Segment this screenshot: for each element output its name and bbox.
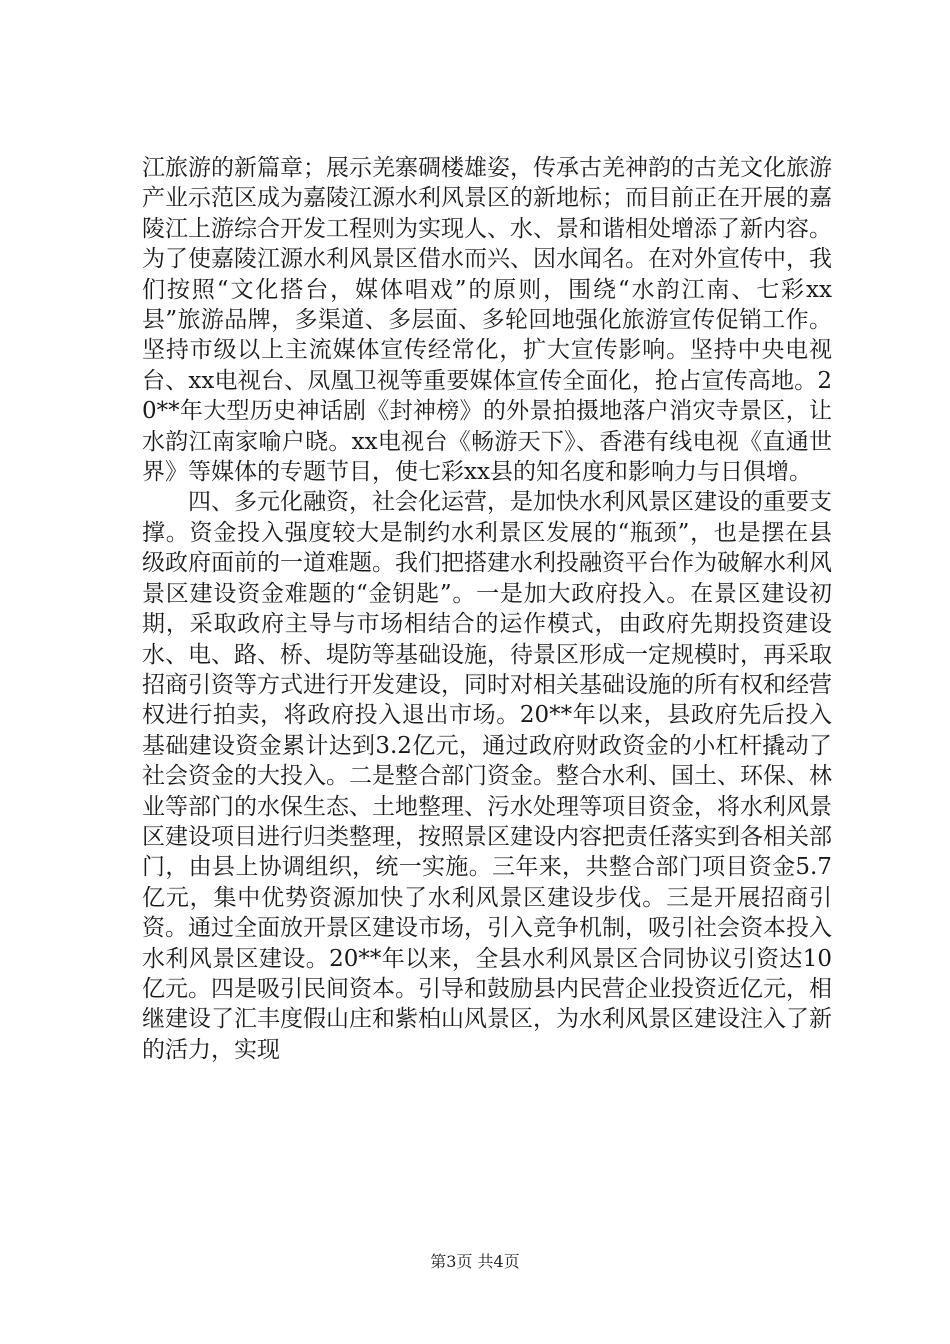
paragraph-2: 四、多元化融资，社会化运营，是加快水利风景区建设的重要支撑。资金投入强度较大是制约水利景区发展的“瓶颈”，也是摆在县级政府面前的一道难题。我们把搭建水利投融资平台作为破解水利风景区建设资金难题的“金钥匙”。一是加大政府投入。在景区建设初期，采取政府主导与市场相结合的运作模式，由政府先期投资建设水、电、路、桥、堤防等基础设施，待景区形成一定规模时，再采取招商引资等方式进行开发建设，同时对相关基础设施的所有权和经营权进行拍卖，将政府投入退出市场。20**年以来，县政府先后投入基础建设资金累计达到3.2亿元，通过政府财政资金的小杠杆撬动了社会资金的大投入。二是整合部门资金。整合水利、国土、环保、林业等部门的水保生态、土地整理、污水处理等项目资金，将水利风景区建设项目进行归类整理，按照景区建设内容把责任落实到各相关部门，由县上协调组织，统一实施。三年来，共整合部门项目资金5.7亿元，集中优势资源加快了水利风景区建设步伐。三是开展招商引资。通过全面放开景区建设市场，引入竞争机制，吸引社会资本投入水利风景区建设。20**年以来，全县水利风景区合同协议引资达10亿元。四是吸引民间资本。引导和鼓励县内民营企业投资近亿元，相继建设了汇丰度假山庄和紫柏山风景区，为水利风景区建设注入了新的活力，实现: [142, 489, 832, 1063]
paragraph-1: 江旅游的新篇章；展示羌寨碉楼雄姿，传承古羌神韵的古羌文化旅游产业示范区成为嘉陵江源水利风景区的新地标；而目前正在开展的嘉陵江上游综合开发工程则为实现人、水、景和谐相处增添了新内容。为了使嘉陵江源水利风景区借水而兴、因水闻名。在对外宣传中，我们按照“文化搭台，媒体唱戏”的原则，围绕“水韵江南、七彩xx县”旅游品牌，多渠道、多层面、多轮回地强化旅游宣传促销工作。坚持市级以上主流媒体宣传经常化，扩大宣传影响。坚持中央电视台、xx电视台、凤凰卫视等重要媒体宣传全面化，抢占宣传高地。20**年大型历史神话剧《封神榜》的外景拍摄地落户消灾寺景区，让水韵江南家喻户晓。xx电视台《畅游天下》、香港有线电视《直通世界》等媒体的专题节目，使七彩xx县的知名度和影响力与日俱增。: [142, 155, 832, 486]
document-body: [142, 153, 832, 1065]
page-footer: 第3页 共4页: [430, 1252, 520, 1271]
